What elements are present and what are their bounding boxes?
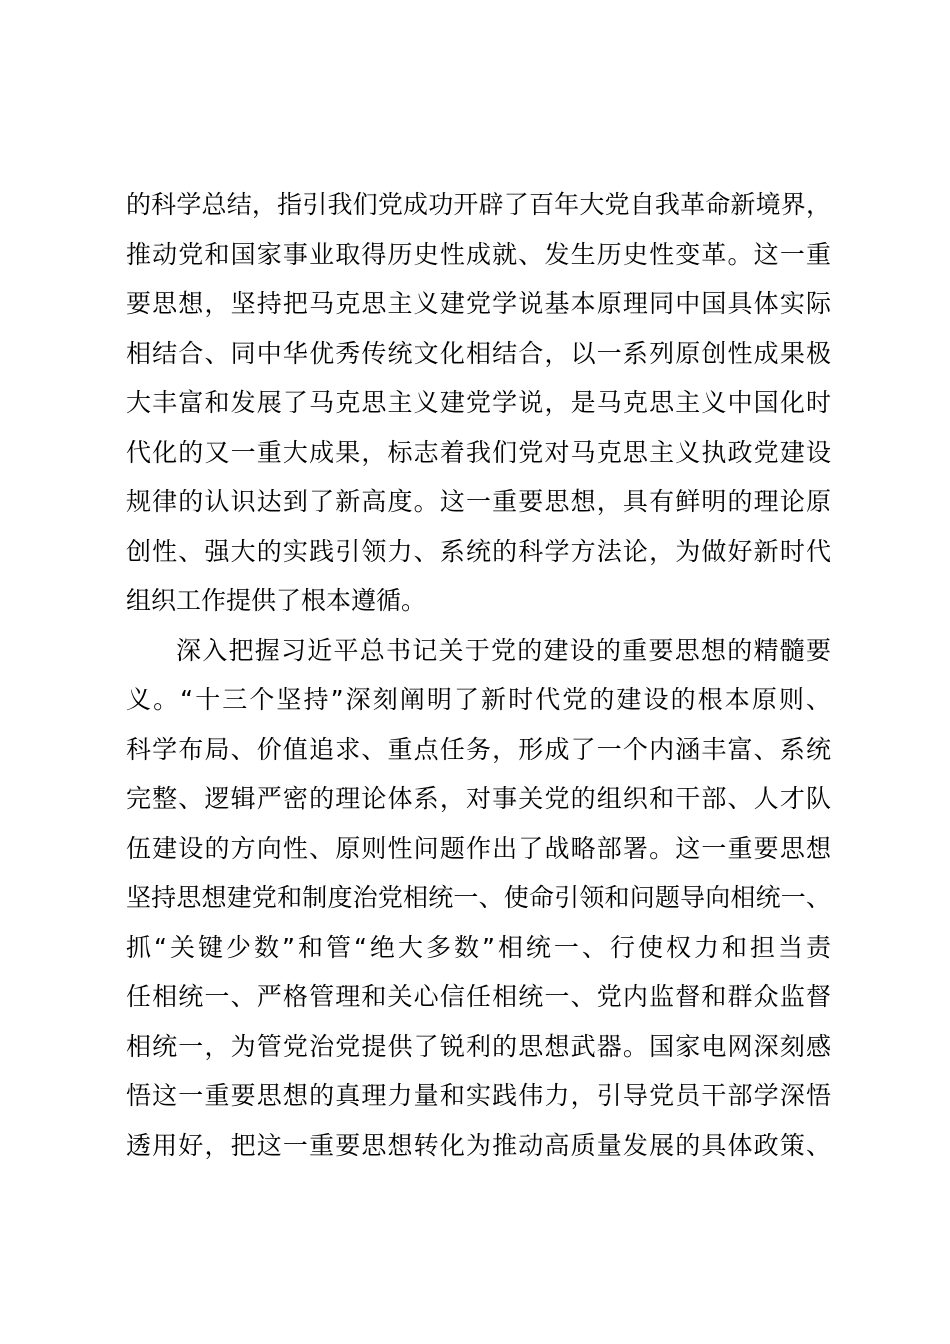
paragraph-2-line-8: 任相统一、严格管理和关心信任相统一、党内监督和群众监督: [126, 982, 831, 1011]
paragraph-1-line-7: 规律的认识达到了新高度。这一重要思想，具有鲜明的理论原: [126, 487, 831, 516]
paragraph-1-line-8: 创性、强大的实践引领力、系统的科学方法论，为做好新时代: [126, 536, 831, 566]
paragraph-1-line-3: 要思想，坚持把马克思主义建党学说基本原理同中国具体实际: [126, 289, 831, 318]
paragraph-2-line-4: 完整、逻辑严密的理论体系，对事关党的组织和干部、人才队: [126, 784, 831, 813]
paragraph-1-line-2: 推动党和国家事业取得历史性成就、发生历史性变革。这一重: [126, 239, 831, 269]
paragraph-2-line-5: 伍建设的方向性、原则性问题作出了战略部署。这一重要思想: [126, 833, 831, 863]
paragraph-2-line-11: 透用好，把这一重要思想转化为推动高质量发展的具体政策、: [126, 1130, 831, 1160]
paragraph-2-line-1: 深入把握习近平总书记关于党的建设的重要思想的精髓要: [176, 635, 831, 665]
paragraph-1-line-9: 组织工作提供了根本遵循。: [126, 586, 427, 615]
paragraph-1-line-5: 大丰富和发展了马克思主义建党学说，是马克思主义中国化时: [126, 388, 831, 417]
paragraph-2-line-3: 科学布局、价值追求、重点任务，形成了一个内涵丰富、系统: [126, 734, 831, 764]
paragraph-2-line-9: 相统一，为管党治党提供了锐利的思想武器。国家电网深刻感: [126, 1031, 831, 1061]
paragraph-1-line-1: 的科学总结，指引我们党成功开辟了百年大党自我革命新境界，: [126, 190, 831, 219]
paragraph-2-line-10: 悟这一重要思想的真理力量和实践伟力，引导党员干部学深悟: [126, 1081, 831, 1110]
body-text: [126, 180, 831, 1170]
paragraph-2-line-7: 抓“关键少数”和管“绝大多数”相统一、行使权力和担当责: [126, 932, 831, 962]
paragraph-1-line-4: 相结合、同中华优秀传统文化相结合，以一系列原创性成果极: [126, 338, 831, 368]
paragraph-2-line-2: 义。“十三个坚持”深刻阐明了新时代党的建设的根本原则、: [126, 685, 831, 714]
paragraph-2-line-6: 坚持思想建党和制度治党相统一、使命引领和问题导向相统一、: [126, 883, 831, 912]
paragraph-1-line-6: 代化的又一重大成果，标志着我们党对马克思主义执政党建设: [126, 437, 831, 467]
